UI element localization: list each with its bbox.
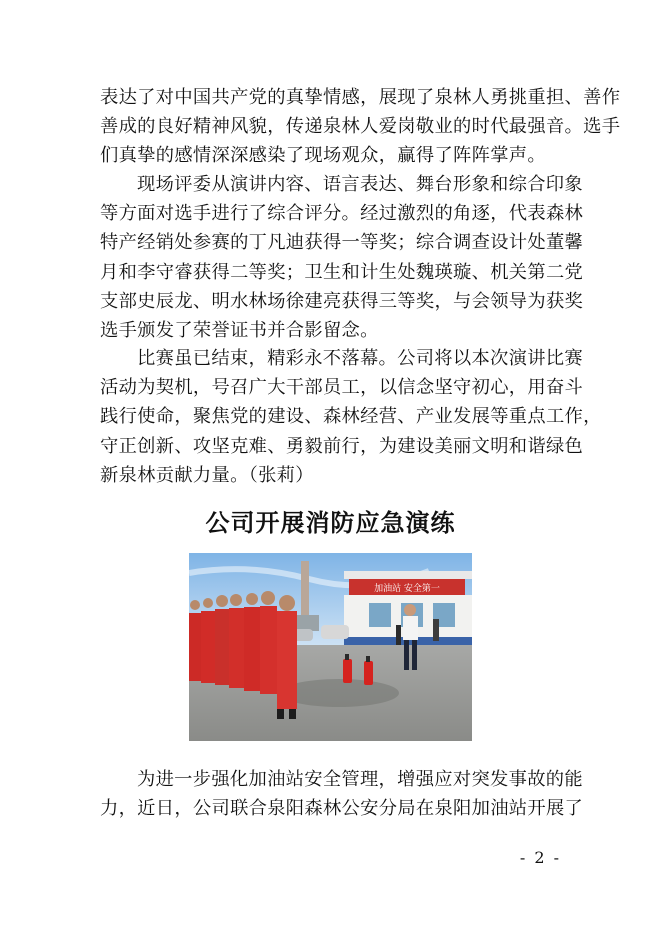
text-line: 力，近日，公司联合泉阳森林公安分局在泉阳加油站开展了 (100, 798, 584, 820)
text-line: 们真挚的感情深深感染了现场观众，赢得了阵阵掌声。 (100, 145, 546, 167)
text-line: 表达了对中国共产党的真挚情感，展现了泉林人勇挑重担、善作 (100, 87, 621, 108)
text-line: 活动为契机，号召广大干部员工，以信念坚守初心，用奋斗 (100, 377, 584, 399)
text-line: 选手颁发了荣誉证书并合影留念。 (100, 320, 379, 342)
paragraph-3 (100, 344, 602, 490)
page-number: - 2 - (519, 848, 561, 867)
text-line: 比赛虽已结束，精彩永不落幕。公司将以本次演讲比赛 (137, 348, 583, 369)
text-line: 特产经销处参赛的丁凡迪获得一等奖；综合调查设计处董馨 (100, 232, 584, 254)
text-line: 现场评委从演讲内容、语言表达、舞台形象和综合印象 (137, 174, 583, 195)
paragraph-4 (100, 765, 584, 823)
fire-drill-photo (189, 553, 472, 741)
photo-illustration (189, 553, 472, 741)
photo-banner-text: 加油站 安全第一 (374, 584, 440, 594)
text-line: 月和李守睿获得二等奖；卫生和计生处魏瑛璇、机关第二党 (100, 261, 584, 283)
text-line: 新泉林贡献力量。（张莉） (100, 464, 314, 486)
paragraph-2 (100, 170, 584, 345)
text-line: 为进一步强化加油站安全管理，增强应对突发事故的能 (137, 769, 583, 790)
text-line: 善成的良好精神风貌，传递泉林人爱岗敬业的时代最强音。选手 (100, 116, 621, 138)
paragraph-1 (100, 83, 621, 171)
text-line: 守正创新、攻坚克难、勇毅前行，为建设美丽文明和谐绿色 (100, 435, 584, 457)
text-line: 等方面对选手进行了综合评分。经过激烈的角逐，代表森林 (100, 203, 584, 225)
article-title: 公司开展消防应急演练 (205, 509, 456, 537)
text-line: 践行使命，聚焦党的建设、森林经营、产业发展等重点工作， (100, 406, 602, 428)
text-line: 支部史辰龙、明水林场徐建亮获得三等奖，与会领导为获奖 (100, 290, 584, 312)
